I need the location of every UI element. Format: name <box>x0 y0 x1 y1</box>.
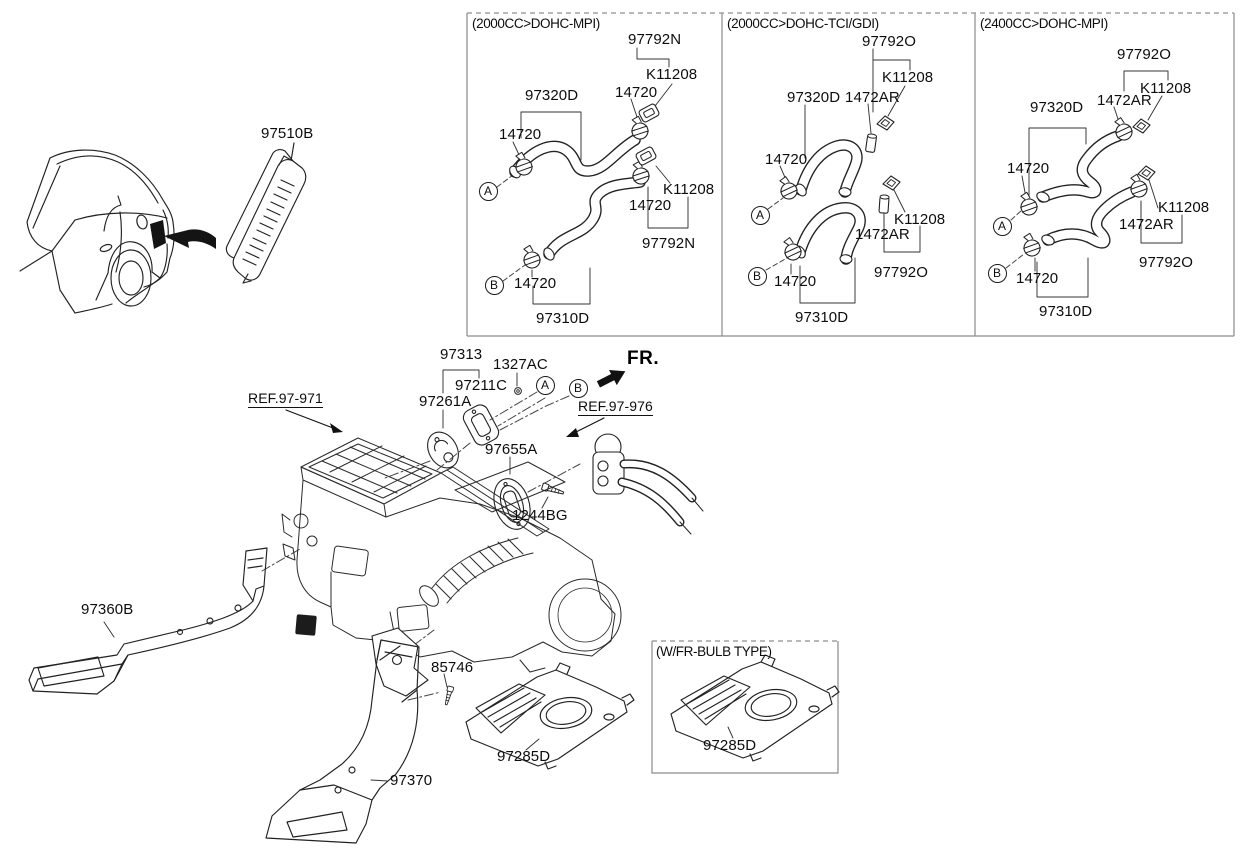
floor-bracket <box>372 628 428 696</box>
part-label: 97313 <box>440 346 483 363</box>
engine-panel-title-2: (2000CC>DOHC-TCI/GDI) <box>727 16 879 31</box>
part-label: 97655A <box>485 441 538 458</box>
part-label: 1327AC <box>493 356 548 373</box>
part-label: 14720 <box>1016 270 1059 287</box>
part-label: 97310D <box>795 309 849 326</box>
heater-unit <box>282 438 621 676</box>
part-label: 97792O <box>1139 254 1193 271</box>
ref-label: REF.97-971 <box>248 390 323 406</box>
part-label: 14720 <box>774 273 817 290</box>
part-label: 97320D <box>787 89 841 106</box>
part-label: K11208 <box>646 66 698 83</box>
part-label: 97310D <box>1039 303 1093 320</box>
part-label: 97792N <box>628 31 682 48</box>
part-label: 1472AR <box>1097 92 1152 109</box>
part-label: 85746 <box>431 659 474 676</box>
part-label: 14720 <box>514 275 557 292</box>
part-label: 97285D <box>497 748 551 765</box>
part-label: 97261A <box>419 393 472 410</box>
part-label: 1244BG <box>512 507 568 524</box>
callout-a: A <box>479 182 498 201</box>
callout-a: A <box>751 206 770 225</box>
part-label: 97360B <box>81 601 134 618</box>
part-label: 97285D <box>703 737 757 754</box>
car-illustration <box>20 150 216 313</box>
fr-direction-arrow <box>595 364 629 393</box>
part-label: K11208 <box>1140 80 1192 97</box>
part-label: 97792O <box>1117 46 1171 63</box>
callout-b: B <box>569 379 588 398</box>
callout-a: A <box>993 217 1012 236</box>
side-vent-part <box>226 143 305 283</box>
part-label: 97370 <box>390 772 433 789</box>
part-label: 97211C <box>455 377 508 394</box>
engine-panel-title-1: (2000CC>DOHC-MPI) <box>472 16 600 31</box>
part-label: 14720 <box>499 126 542 143</box>
part-label: K11208 <box>1158 199 1210 216</box>
part-label: 1472AR <box>845 89 900 106</box>
pointer-arrow <box>164 229 216 249</box>
part-label: 1472AR <box>855 226 910 243</box>
expansion-valve-pipes <box>593 434 703 534</box>
part-label: 97320D <box>1030 99 1084 116</box>
duct-97360B <box>29 548 267 694</box>
part-label: 97792N <box>642 235 696 252</box>
part-label: 97792O <box>874 264 928 281</box>
fr-indicator: FR. <box>627 348 660 369</box>
callout-b: B <box>485 276 504 295</box>
part-label: K11208 <box>894 211 946 228</box>
part-label: 97510B <box>261 125 314 142</box>
vent-location-marker <box>150 220 166 249</box>
part-label: 14720 <box>1007 160 1050 177</box>
engine-panel-title-3: (2400CC>DOHC-MPI) <box>980 16 1108 31</box>
part-label: 97792O <box>862 33 916 50</box>
part-label: 1472AR <box>1119 216 1174 233</box>
inset-box-title: (W/FR-BULB TYPE) <box>656 644 772 659</box>
callout-b: B <box>748 267 767 286</box>
callout-a: A <box>536 376 555 395</box>
ref-label: REF.97-976 <box>578 398 653 414</box>
part-label: K11208 <box>882 69 934 86</box>
part-label: 14720 <box>615 84 658 101</box>
part-label: 97320D <box>525 87 579 104</box>
part-label: 14720 <box>765 151 808 168</box>
part-label: K11208 <box>663 181 715 198</box>
part-label: 14720 <box>629 197 672 214</box>
part-label: 97310D <box>536 310 590 327</box>
callout-b: B <box>988 264 1007 283</box>
